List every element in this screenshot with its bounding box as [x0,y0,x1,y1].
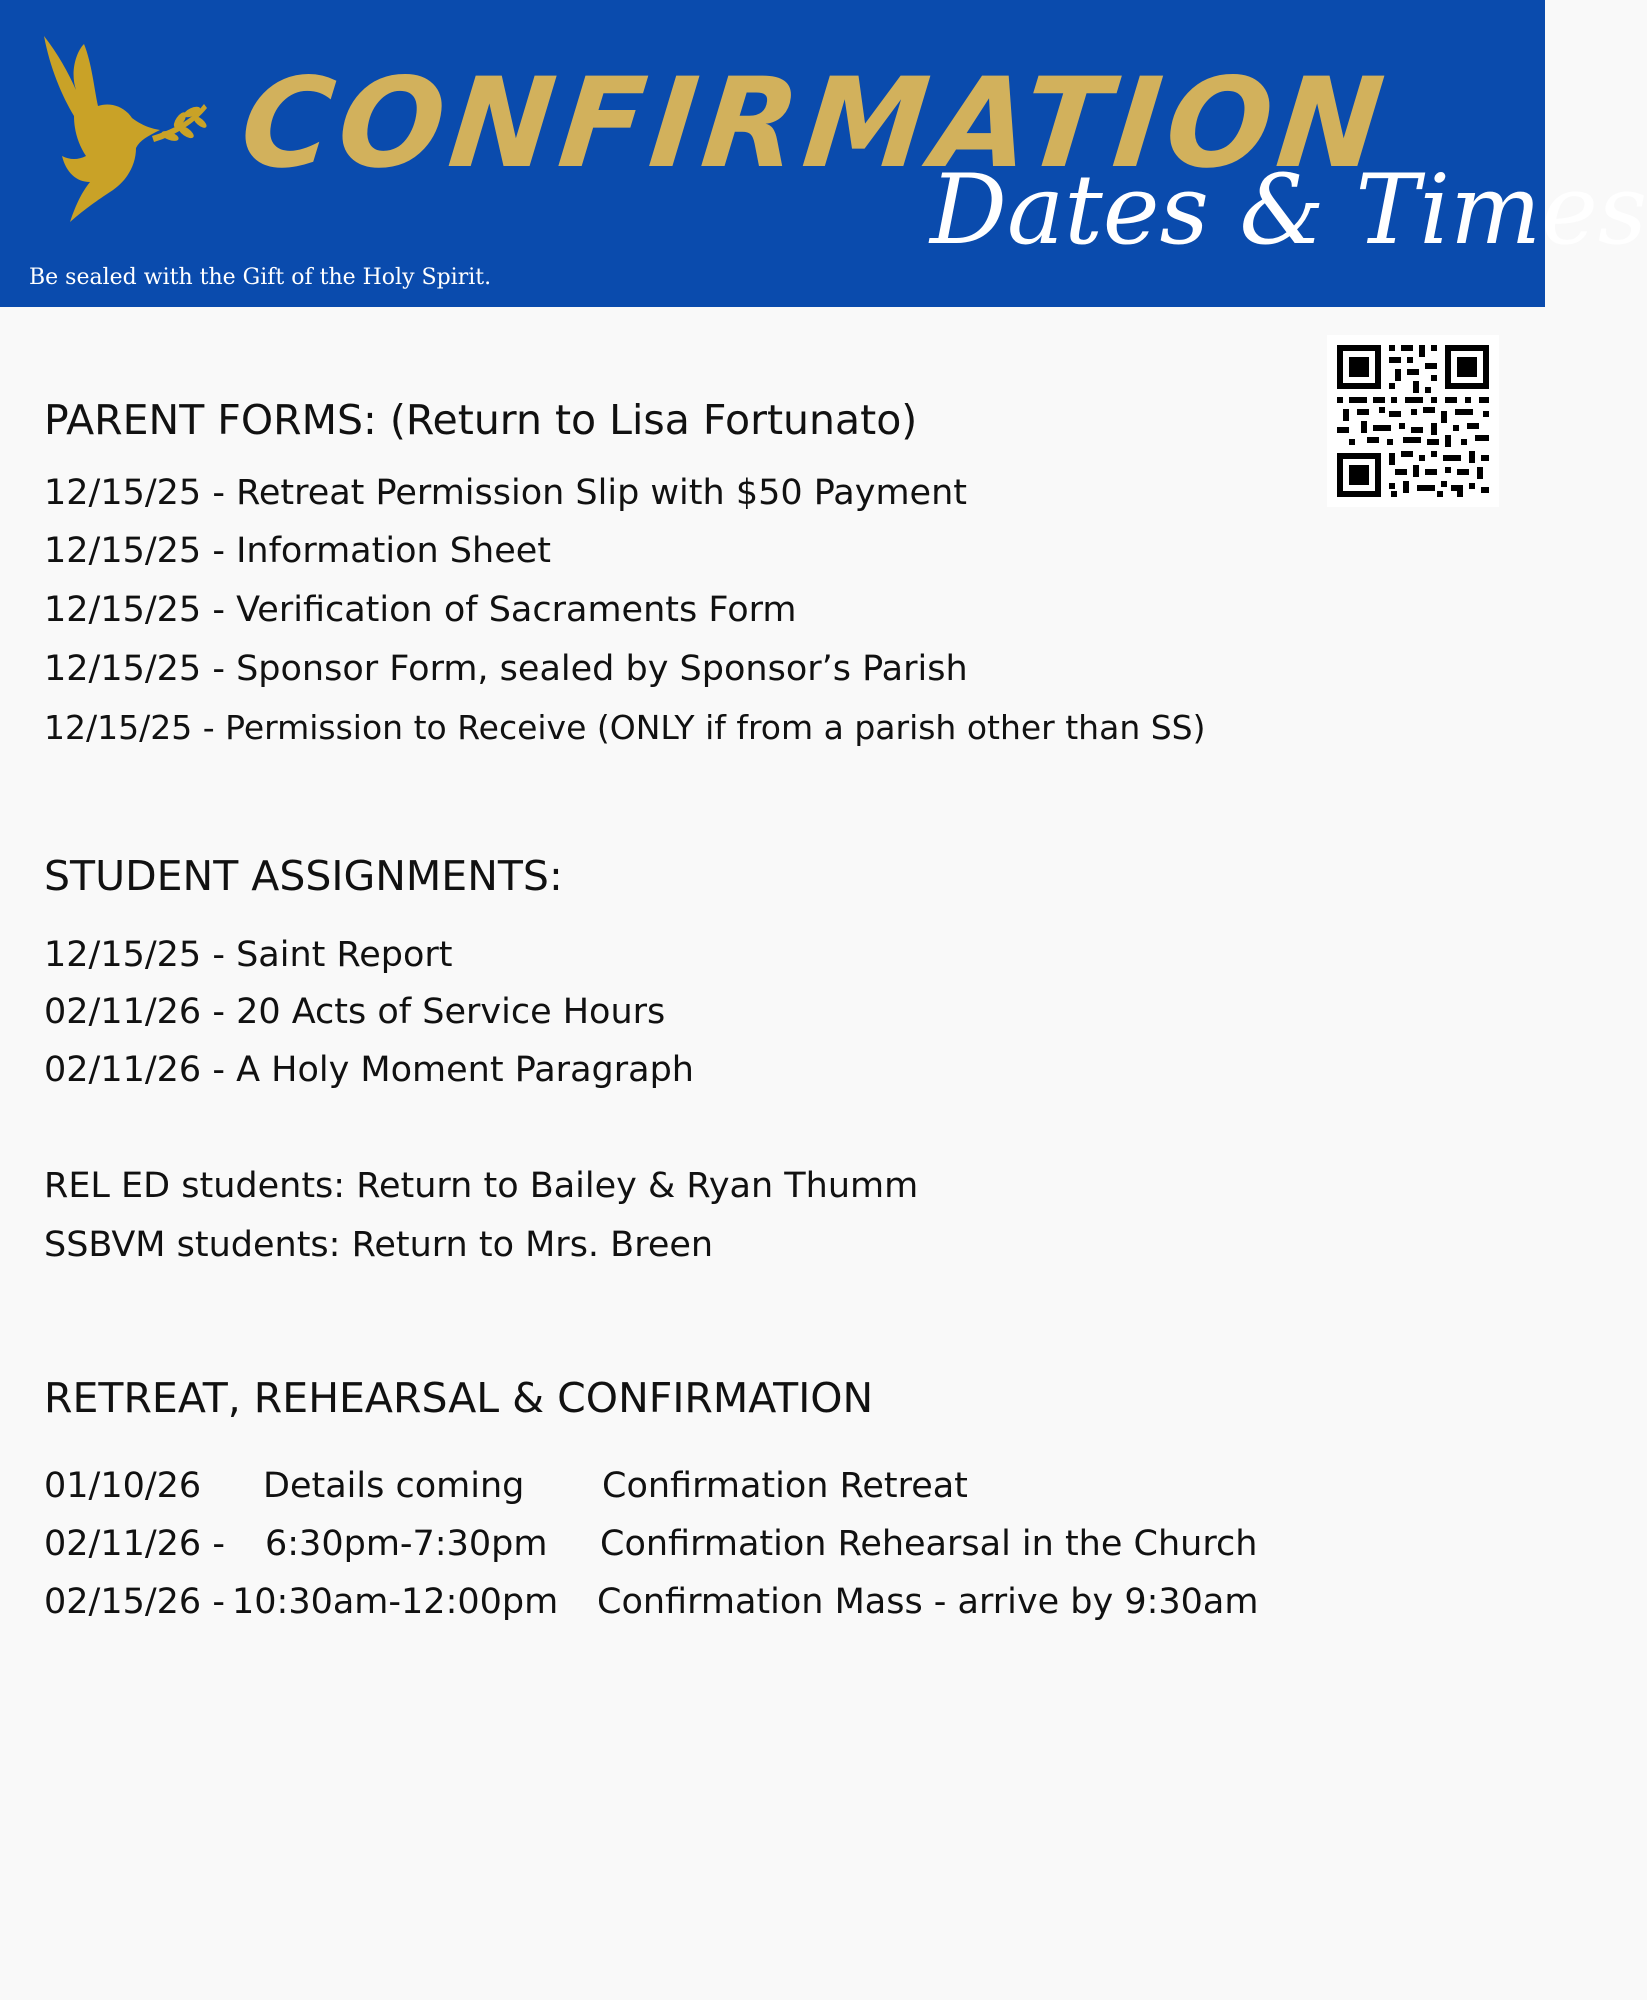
event-time: 10:30am-12:00pm [232,1582,559,1622]
dove-with-olive-branch-icon [40,32,210,237]
event-row [44,1467,1344,1509]
list-item: 12/15/25 - Information Sheet [44,531,551,571]
qr-code-icon[interactable] [1327,335,1499,507]
script-subtitle: Dates & Times [930,154,1647,266]
event-row [44,1583,1344,1625]
return-note: REL ED students: Return to Bailey & Ryan Thumm [44,1166,919,1206]
events-heading: RETREAT, REHEARSAL & CONFIRMATION [44,1374,874,1422]
event-description: Confirmation Retreat [602,1466,968,1506]
header-banner [0,0,1647,307]
event-time: 6:30pm-7:30pm [265,1524,548,1564]
list-item: 12/15/25 - Verification of Sacraments Form [44,590,797,630]
event-row [44,1525,1344,1567]
list-item: 02/11/26 - A Holy Moment Paragraph [44,1050,694,1090]
list-item: 12/15/25 - Retreat Permission Slip with $50 Payment [44,473,967,513]
student-assignments-heading: STUDENT ASSIGNMENTS: [44,852,563,900]
page-title: CONFIRMATION [234,52,1396,196]
event-description: Confirmation Rehearsal in the Church [600,1524,1258,1564]
list-item: 02/11/26 - 20 Acts of Service Hours [44,992,666,1032]
event-date: 02/11/26 - [44,1524,225,1564]
return-note: SSBVM students: Return to Mrs. Breen [44,1225,714,1265]
list-item: 12/15/25 - Saint Report [44,935,453,975]
event-date: 01/10/26 [44,1466,202,1506]
list-item: 12/15/25 - Permission to Receive (ONLY if from a parish other than SS) [44,708,1206,747]
list-item: 12/15/25 - Sponsor Form, sealed by Sponsor’s Parish [44,649,968,689]
parent-forms-heading: PARENT FORMS: (Return to Lisa Fortunato) [44,396,918,444]
event-time: Details coming [263,1466,525,1506]
event-description: Confirmation Mass - arrive by 9:30am [597,1582,1259,1622]
event-date: 02/15/26 - [44,1582,225,1622]
tagline: Be sealed with the Gift of the Holy Spirit. [29,265,492,290]
